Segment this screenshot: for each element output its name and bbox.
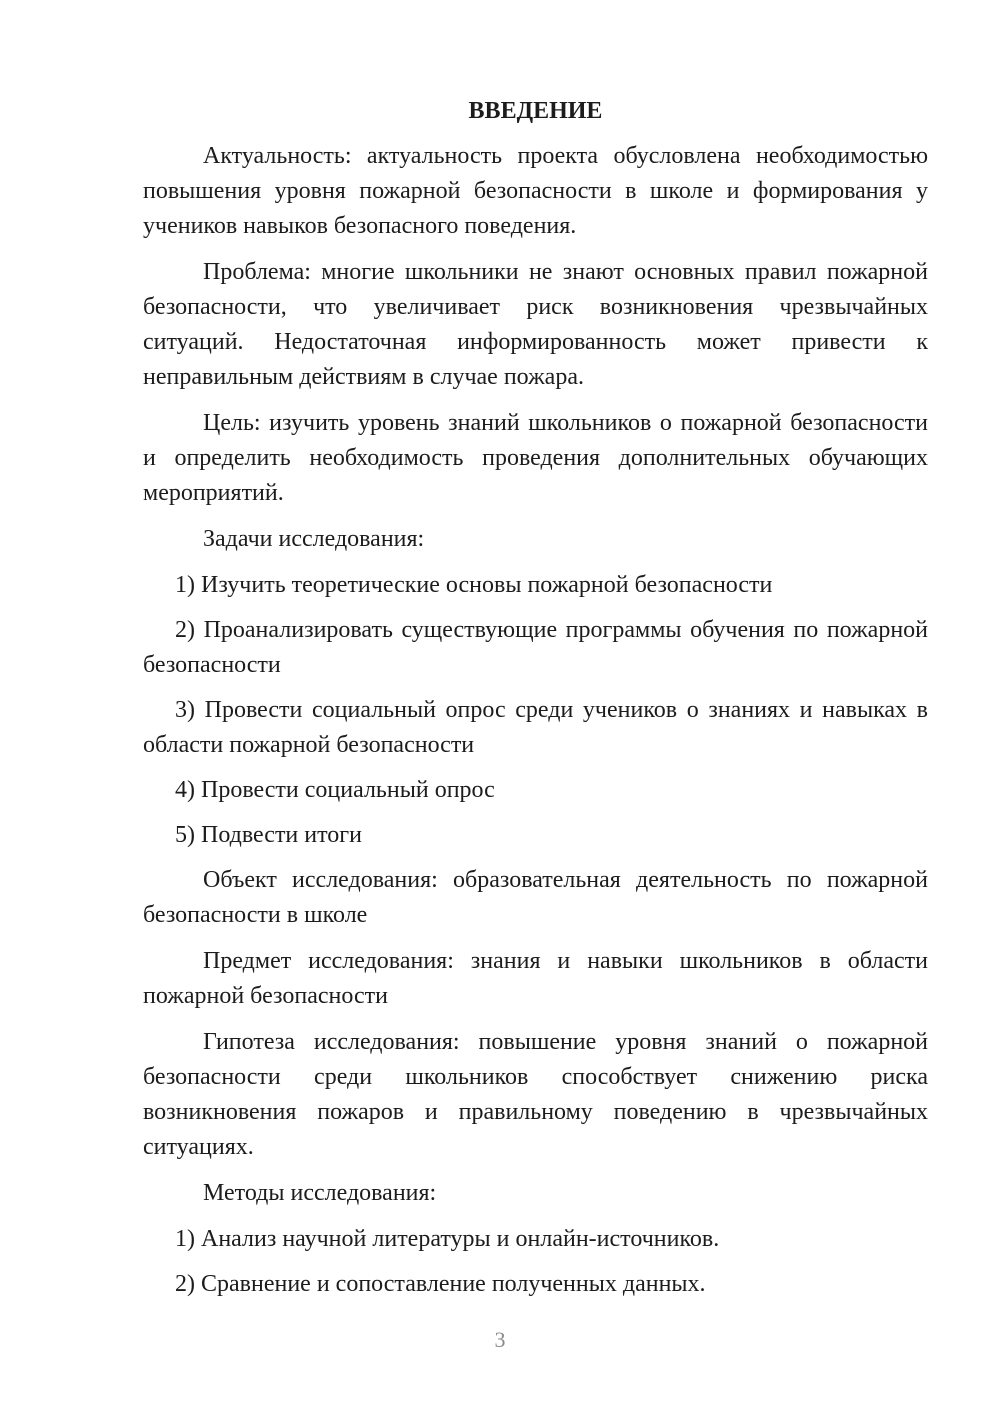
task-item-2: 2) Проанализировать существующие программы обучения по пожарной безопасности bbox=[143, 617, 928, 678]
relevance-paragraph: Актуальность: актуальность проекта обусловлена необходимостью повышения уровня пожарной безопасности в школе и формирования у учеников навыков безопасного поведения. bbox=[143, 143, 928, 239]
hypothesis-paragraph: Гипотеза исследования: повышение уровня знаний о пожарной безопасности среди школьников способствует снижению риска возникновения пожаров и правильному поведению в чрезвычайных ситуациях. bbox=[143, 1029, 928, 1160]
object-paragraph: Объект исследования: образовательная деятельность по пожарной безопасности в школе bbox=[143, 867, 928, 928]
page-content bbox=[143, 94, 928, 1312]
subject-paragraph: Предмет исследования: знания и навыки школьников в области пожарной безопасности bbox=[143, 948, 928, 1009]
page-title: ВВЕДЕНИЕ bbox=[468, 98, 603, 124]
task-item-3: 3) Провести социальный опрос среди учеников о знаниях и навыках в области пожарной безопасности bbox=[143, 697, 928, 758]
goal-paragraph: Цель: изучить уровень знаний школьников о пожарной безопасности и определить необходимость проведения дополнительных обучающих мероприятий. bbox=[143, 410, 928, 506]
page-number: 3 bbox=[494, 1327, 506, 1352]
task-item-1: 1) Изучить теоретические основы пожарной безопасности bbox=[175, 572, 773, 598]
method-item-2: 2) Сравнение и сопоставление полученных данных. bbox=[175, 1271, 706, 1297]
problem-paragraph: Проблема: многие школьники не знают основных правил пожарной безопасности, что увеличивает риск возникновения чрезвычайных ситуаций. Недостаточная информированность может привести к неправильным действиям в случае пожара. bbox=[143, 259, 928, 390]
task-item-5: 5) Подвести итоги bbox=[175, 822, 362, 848]
task-item-4: 4) Провести социальный опрос bbox=[175, 777, 495, 803]
tasks-heading: Задачи исследования: bbox=[203, 526, 425, 552]
methods-heading: Методы исследования: bbox=[203, 1180, 437, 1206]
method-item-1: 1) Анализ научной литературы и онлайн-источников. bbox=[175, 1226, 720, 1252]
